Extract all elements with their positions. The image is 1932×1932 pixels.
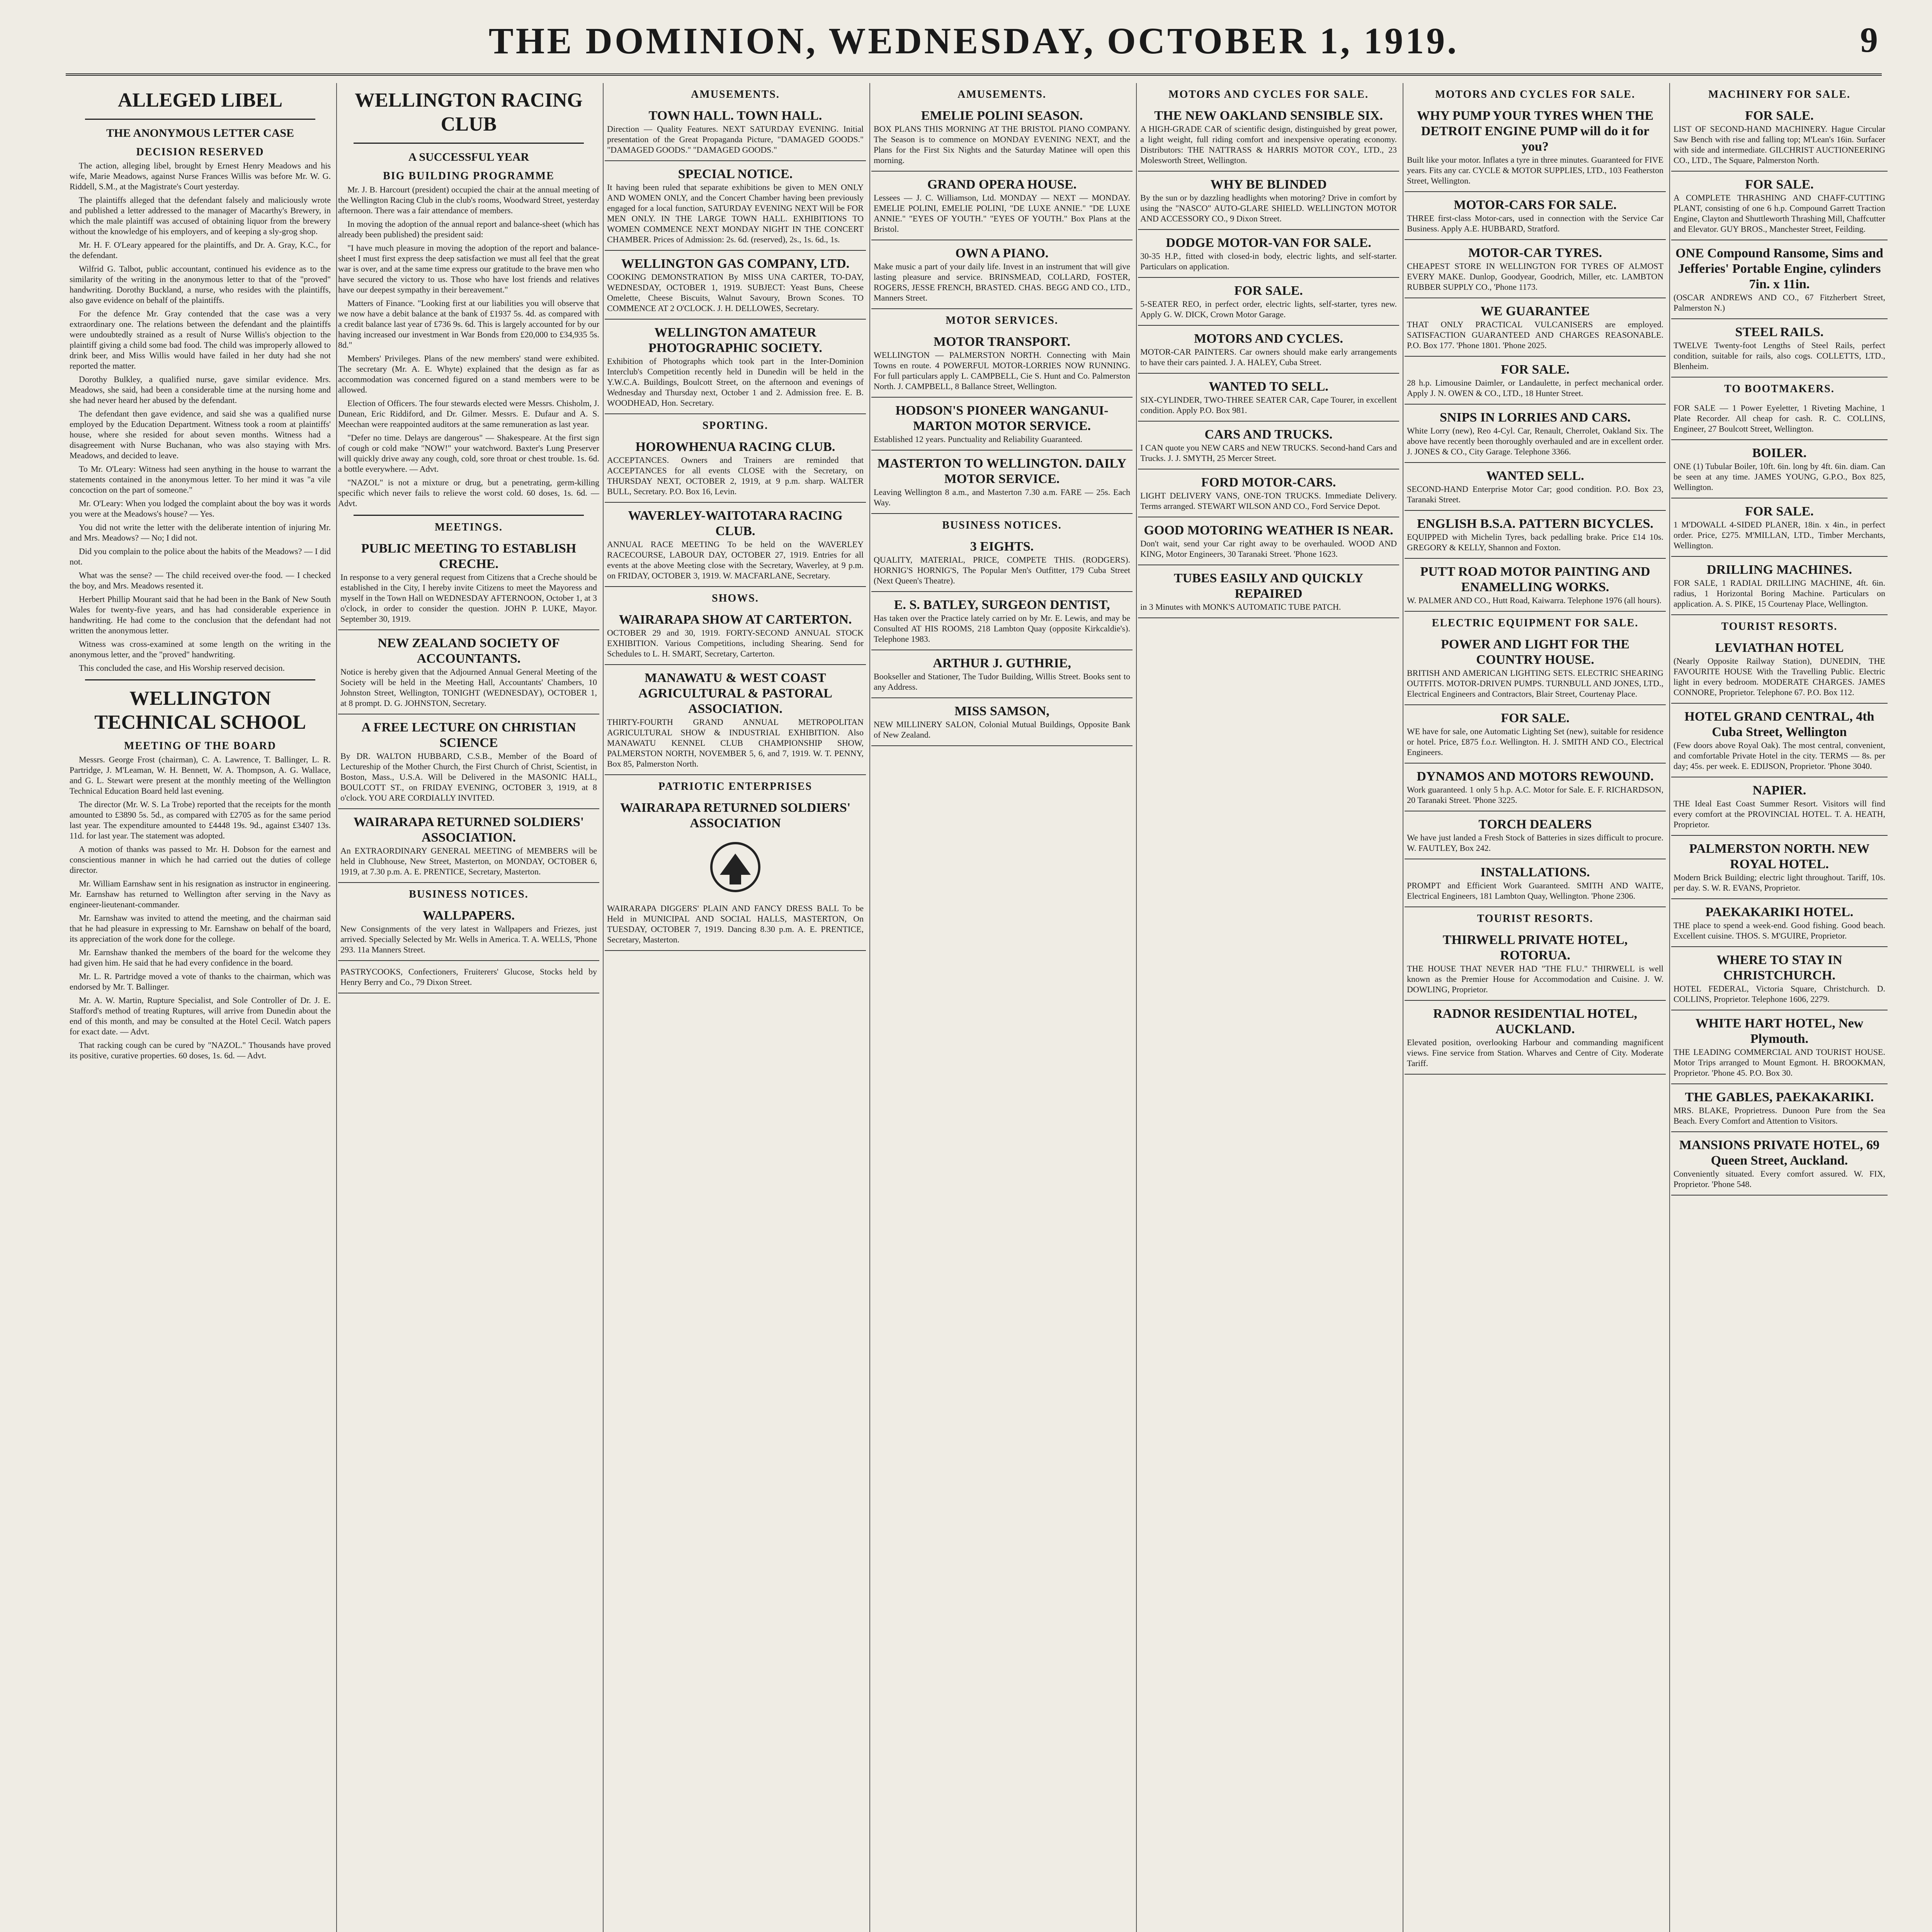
article-paragraph: This concluded the case, and His Worship reserved decision. [79, 663, 285, 673]
ad-title: E. S. BATLEY, SURGEON DENTIST, [894, 598, 1110, 612]
ad-title: WANTED TO SELL. [1209, 379, 1328, 394]
ad-title: WHITE HART HOTEL, New Plymouth. [1695, 1016, 1864, 1046]
bootmakers-head: TO BOOTMAKERS. [1724, 383, 1835, 395]
ad-title: EMELIE POLINI SEASON. [921, 109, 1083, 123]
page-number: 9 [1860, 20, 1878, 60]
diggers-emblem-icon [693, 838, 778, 896]
ad-body: SECOND-HAND Enterprise Motor Car; good condition. P.O. Box 23, Taranaki Street. [1407, 484, 1663, 504]
article-paragraph: You did not write the letter with the deliberate intention of injuring Mr. and Mrs. Meadows? — No; I did not. [70, 522, 331, 543]
bootmakers-ad [1671, 397, 1888, 440]
patriotic-head: PATRIOTIC ENTERPRISES [658, 781, 813, 793]
ad-title: THIRWELL PRIVATE HOTEL, ROTORUA. [1442, 933, 1628, 963]
ad-title: BOILER. [1752, 446, 1807, 460]
ad-body: MRS. BLAKE, Proprietress. Dunoon Pure from the Sea Beach. Every Comfort and Attention to Visitors. [1673, 1105, 1885, 1126]
article-paragraph: Election of Officers. The four stewards elected were Messrs. Chisholm, J. Dunean, Eric Riddiford, and Dr. Gilmer. Messrs. E. Dufaur and A. S. Meechan were reappointed auditors at the same remuneration as last year. [338, 398, 599, 429]
classified-ad [1671, 836, 1888, 899]
ad-body: I CAN quote you NEW CARS and NEW TRUCKS. Second-hand Cars and Trucks. J. J. SMYTH, 25 Mercer Street. [1140, 443, 1397, 463]
ad-title: FOR SALE. [1501, 362, 1570, 377]
ad-body: LIGHT DELIVERY VANS, ONE-TON TRUCKS. Immediate Delivery. Terms arranged. STEWART WILSON AND CO., Ford Service Depot. [1140, 491, 1397, 511]
ad-body: Built like your motor. Inflates a tyre in three minutes. Guaranteed for FIVE years. Fits any car. CYCLE & MOTOR SUPPLIES, LTD., 103 Featherston Street, Wellington. [1407, 155, 1663, 185]
section-head: BIG BUILDING PROGRAMME [383, 170, 554, 182]
article-paragraph: The director (Mr. W. S. La Trobe) reported that the receipts for the month amounted to £3890 5s. 5d., as compared with £2705 as for the same period last year. The expenditure amounted to £4448 19s. 9d., against £3407 13s. 11d. for last year. The statement was adopted. [70, 799, 331, 840]
ad-body: In response to a very general request from Citizens that a Creche should be established in the City, I hereby invite Citizens to meet the Mayoress and myself in the Town Hall on WEDNESDAY AFTERNOON, October 1, at 3 o'clock, in order to consider the question. JOHN P. LUKE, Mayor. September 30, 1919. [340, 572, 597, 624]
ad-body: Leaving Wellington 8 a.m., and Masterton 7.30 a.m. FARE — 25s. Each Way. [874, 487, 1130, 507]
article-paragraph: Members' Privileges. Plans of the new members' stand were exhibited. The secretary (Mr. A. E. Whyte) explained that the design as far as accommodation was concerned figured on a stand members were to be allowed. [338, 354, 599, 395]
ad-body: Has taken over the Practice lately carried on by Mr. E. Lewis, and may be Consulted AT HIS ROOMS, 218 Lambton Quay (opposite Kirkcaldie's). Telephone 1983. [874, 613, 1130, 644]
classified-ad [1405, 927, 1666, 1001]
ad-title: HOROWHENUA RACING CLUB. [635, 440, 835, 454]
ad-body: Modern Brick Building; electric light throughout. Tariff, 10s. per day. S. W. R. EVANS, Proprietor. [1673, 872, 1885, 893]
classified-ad [1405, 705, 1666, 764]
classified-ad [1405, 511, 1666, 559]
article-paragraph: "I have much pleasure in moving the adoption of the report and balance-sheet I must first express the deep satisfaction we must all feel that the great war is over, and at the same time express our gratitude to the brave men who have secured the victory to us. Those who have lost friends and relatives have our deepest sympathy in their bereavement." [338, 243, 599, 294]
classified-ad [1138, 326, 1399, 374]
ad-title: HODSON'S PIONEER WANGANUI-MARTON MOTOR SERVICE. [895, 403, 1109, 433]
divider [85, 679, 315, 680]
classified-ad [871, 103, 1133, 172]
ad-title: MOTORS AND CYCLES. [1194, 332, 1343, 346]
classified-ad [338, 809, 599, 883]
drilling-ad [1671, 557, 1888, 615]
classified-ad [871, 172, 1133, 240]
ad-body: THREE first-class Motor-cars, used in connection with the Service Car Business. Apply A.E. HUBBARD, Stratford. [1407, 213, 1663, 233]
classified-ad [605, 434, 866, 503]
ad-body: Established 12 years. Punctuality and Reliability Guaranteed. [874, 434, 1083, 444]
ad-body: OCTOBER 29 and 30, 1919. FORTY-SECOND ANNUAL STOCK EXHIBITION. Various Competitions, including Shearing. Send for Schedules to L. H. SMART, Secretary, Carterton. [607, 628, 864, 658]
column-3 [605, 83, 866, 1932]
ad-title: A FREE LECTURE ON CHRISTIAN SCIENCE [361, 720, 576, 750]
classified-ad [1405, 240, 1666, 298]
tourist-head: TOURIST RESORTS. [1477, 913, 1594, 925]
ad-title: DODGE MOTOR-VAN FOR SALE. [1166, 236, 1371, 250]
ad-title: RADNOR RESIDENTIAL HOTEL, AUCKLAND. [1433, 1007, 1638, 1036]
tourist-ads [1405, 927, 1666, 1075]
ad-body: PASTRYCOOKS, Confectioners, Fruiterers' Glucose, Stocks held by Henry Berry and Co., 79 Dixon Street. [340, 967, 597, 987]
classified-ad [1671, 172, 1888, 240]
ad-body: A COMPLETE THRASHING AND CHAFF-CUTTING PLANT, consisting of one 6 h.p. Compound Garrett Traction Engine, Clayton and Shuttleworth Thrashing Mill, Chaffcutter and Elevator. GUY BROS., Manchester Street, Feilding. [1673, 193, 1885, 234]
amusements-head: AMUSEMENTS. [691, 88, 780, 100]
classified-ad [1138, 422, 1399, 469]
ad-body: WE have for sale, one Automatic Lighting Set (new), suitable for residence or hotel. Price, £875 f.o.r. Wellington. H. J. SMITH AND CO., Electrical Engineers. [1407, 726, 1663, 757]
shows-head: SHOWS. [712, 592, 759, 604]
motors-head: MOTORS AND CYCLES FOR SALE. [1435, 88, 1635, 100]
column-rule [1136, 83, 1137, 1932]
ad-title: WAIRARAPA RETURNED SOLDIERS' ASSOCIATION [620, 801, 851, 830]
article-paragraph: Mr. J. B. Harcourt (president) occupied the chair at the annual meeting of the Wellington Racing Club in the club's rooms, Woodward Street, yesterday afternoon. There was a fair attendance of members. [338, 185, 599, 215]
ad-body: PROMPT and Efficient Work Guaranteed. SMITH AND WAITE, Electrical Engineers, 181 Lambton Quay, Wellington. 'Phone 2306. [1407, 881, 1663, 901]
article-paragraph: Mr. H. F. O'Leary appeared for the plaintiffs, and Dr. A. Gray, K.C., for the defendant. [70, 240, 331, 260]
ad-body: A HIGH-GRADE CAR of scientific design, distinguished by great power, a light weight, full riding comfort and inexpensive operating economy. Distributors: THE NATTRASS & HARRIS MOTOR COY., LTD., 23 Molesworth Street, Wellington. [1140, 124, 1397, 165]
motor-services-head: MOTOR SERVICES. [946, 315, 1058, 327]
ad-title: LEVIATHAN HOTEL [1715, 641, 1844, 655]
article-paragraph: Mr. O'Leary: When you lodged the complaint about the boy was it words you were at the Meadows's house? — Yes. [70, 498, 331, 519]
column-rule [1669, 83, 1670, 1932]
classified-ad [1405, 103, 1666, 192]
ad-body: (OSCAR ANDREWS AND CO., 67 Fitzherbert Street, Palmerston N.) [1673, 293, 1885, 313]
machinery-ads [1671, 103, 1888, 378]
ad-body: THE HOUSE THAT NEVER HAD "THE FLU." THIRWELL is well known as the Premier House for Accommodation and Cuisine. J. W. DOWLING, Proprietor. [1407, 964, 1663, 994]
ad-title: WAVERLEY-WAITOTARA RACING CLUB. [628, 509, 843, 538]
classified-ad [338, 536, 599, 630]
classified-ad [1671, 947, 1888, 1010]
article-paragraph: Did you complain to the police about the habits of the Meadows? — I did not. [70, 546, 331, 566]
ad-title: NAPIER. [1752, 783, 1806, 798]
classified-ad [1405, 298, 1666, 357]
ad-body: WELLINGTON — PALMERSTON NORTH. Connecting with Main Towns en route. 4 POWERFUL MOTOR-LORRIES NOW RUNNING. For full particulars apply L. CAMPBELL, Cie S. Hunt and Co. Palmerston North. J. CAMPBELL, 8 Ballance Street, Wellington. [874, 350, 1130, 391]
column-1 [70, 83, 331, 1932]
classified-ad [1405, 559, 1666, 612]
amusements-head: AMUSEMENTS. [957, 88, 1046, 100]
classified-ad [871, 650, 1133, 698]
ad-body: in 3 Minutes with MONK'S AUTOMATIC TUBE PATCH. [1140, 602, 1341, 612]
ad-body: FOR SALE, 1 RADIAL DRILLING MACHINE, 4ft. 6in. radius, 1 Horizontal Boring Machine. Particulars on application. A. S. PIKE, 15 Courtenay Place, Wellington. [1673, 578, 1885, 609]
ad-title: FOR SALE. [1745, 504, 1814, 519]
ad-body: WAIRARAPA DIGGERS' PLAIN AND FANCY DRESS BALL To be Held in MUNICIPAL AND SOCIAL HALLS, MASTERTON, On TUESDAY, OCTOBER 7, 1919. Dancing 8.30 p.m. A. E. PRENTICE, Secretary, Masterton. [607, 903, 864, 944]
classified-ad [1671, 1084, 1888, 1132]
business-notices-head: BUSINESS NOTICES. [409, 888, 529, 900]
ad-title: WE GUARANTEE [1480, 304, 1590, 318]
ad-body: By the sun or by dazzling headlights when motoring? Drive in comfort by using the "NASCO" AUTO-GLARE SHIELD. WELLINGTON MOTOR AND ACCESSORY CO., 9 Dixon Street. [1140, 193, 1397, 223]
classified-ad [1671, 704, 1888, 777]
ad-body: 1 M'DOWALL 4-SIDED PLANER, 18in. x 4in., in perfect order. Price, £275. M'MILLAN, LTD., Timber Merchants, Wellington. [1673, 520, 1885, 550]
article-paragraph: Mr. William Earnshaw sent in his resignation as instructor in engineering. Mr. Earnshaw has returned to Wellington after serving in the Navy as engineer-lieutenant-commander. [70, 879, 331, 909]
meetings-head: MEETINGS. [435, 521, 503, 533]
subheadline: A SUCCESSFUL YEAR [408, 151, 529, 163]
business-ads [871, 534, 1133, 746]
ad-body: ANNUAL RACE MEETING To be held on the WAVERLEY RACECOURSE, LABOUR DAY, OCTOBER 27, 1919. Entries for all events at the above Meeting close with the Secretary, Waverley, at 9 p.m. on FRIDAY, OCTOBER 3, 1919. W. MACFARLANE, Secretary. [607, 539, 864, 580]
ad-body: Elevated position, overlooking Harbour and commanding magnificent views. Fine service from Station. Wharves and Centre of City. Moderate Tariff. [1407, 1037, 1663, 1068]
classified-ad [1671, 319, 1888, 378]
classified-ad [871, 451, 1133, 514]
headline-alleged-libel: ALLEGED LIBEL [117, 89, 283, 111]
classified-ad [605, 607, 866, 665]
ad-body: We have just landed a Fresh Stock of Batteries in sizes difficult to procure. W. FAUTLEY, Box 242. [1407, 833, 1663, 853]
ad-body: THE Ideal East Coast Summer Resort. Visitors will find every comfort at the PROVINCIAL HOTEL. T. A. HEATH, Proprietor. [1673, 799, 1885, 829]
ad-title: ARTHUR J. GUTHRIE, [933, 656, 1071, 670]
ad-body: (Few doors above Royal Oak). The most central, convenient, and comfortable Private Hotel in the city. TERMS — 8s. per day; 45s. per week. E. EDIJSON, Proprietor. 'Phone 3040. [1673, 740, 1885, 771]
article-body [338, 184, 599, 509]
article-paragraph: "NAZOL" is not a mixture or drug, but a penetrating, germ-killing specific which never fails to relieve the worst cold. 60 doses, 1s. 6d. — Advt. [338, 478, 599, 508]
ad-body: 28 h.p. Limousine Daimler, or Landaulette, in perfect mechanical order. Apply J. N. OWEN & CO., LTD., 18 Hunter Street. [1407, 378, 1663, 398]
ad-body: SIX-CYLINDER, TWO-THREE SEATER CAR, Cape Tourer, in excellent condition. Apply P.O. Box 981. [1140, 395, 1397, 415]
ad-title: STEEL RAILS. [1735, 325, 1824, 339]
classified-ad [1671, 899, 1888, 947]
headline-technical-school: WELLINGTON TECHNICAL SCHOOL [94, 687, 306, 733]
article-paragraph: Wilfrid G. Talbot, public accountant, continued his evidence as to the similarity of the writing in the anonymous letter to that of the "proved" handwriting. Dorothy Buckland, a nurse, who resides with the plaintiffs, also gave evidence on behalf of the plaintiffs. [70, 264, 331, 305]
ad-body: An EXTRAORDINARY GENERAL MEETING of MEMBERS will be held in Clubhouse, New Street, Masterton, on MONDAY, OCTOBER 6, 1919, at 7.30 p.m. A. E. PRENTICE, Secretary, Masterton. [340, 846, 597, 876]
ad-title: CARS AND TRUCKS. [1204, 427, 1333, 442]
ad-title: ONE Compound Ransome, Sims and Jefferies' Portable Engine, cylinders 7in. x 11in. [1675, 246, 1883, 291]
classified-ad [605, 251, 866, 320]
classified-ad [1405, 859, 1666, 907]
classified-ad [338, 630, 599, 714]
ad-body: Bookseller and Stationer, The Tudor Building, Willis Street. Books sent to any Address. [874, 672, 1130, 692]
business-notices-head: BUSINESS NOTICES. [942, 519, 1062, 531]
boiler-ad [1671, 440, 1888, 498]
classified-ad [1405, 811, 1666, 859]
motor-ads [1405, 103, 1666, 612]
article-paragraph: The action, alleging libel, brought by Ernest Henry Meadows and his wife, Marie Meadows, against Nurse Frances Willis was before Mr. W. G. Riddell, S.M., at the Magistrate's Court yesterday. [70, 161, 331, 191]
ad-title: WELLINGTON AMATEUR PHOTOGRAPHIC SOCIETY. [648, 325, 822, 355]
ad-title: GOOD MOTORING WEATHER IS NEAR. [1144, 523, 1393, 537]
article-paragraph: Mr. Earnshaw thanked the members of the board for the welcome they had given him. He said that he had every confidence in the board. [70, 947, 331, 968]
ad-title: WELLINGTON GAS COMPANY, LTD. [621, 257, 850, 271]
ad-title: WAIRARAPA RETURNED SOLDIERS' ASSOCIATION. [353, 815, 584, 845]
ad-title: FOR SALE. [1234, 284, 1303, 298]
ad-body: Work guaranteed. 1 only 5 h.p. A.C. Motor for Sale. E. F. RICHARDSON, 20 Taranaki Street. 'Phone 3225. [1407, 785, 1663, 805]
ad-body: HOTEL FEDERAL, Victoria Square, Christchurch. D. COLLINS, Proprietor. Telephone 1606, 2279. [1673, 984, 1885, 1004]
motor-ads [1138, 103, 1399, 618]
ad-title: FOR SALE. [1501, 711, 1570, 725]
ad-body: NEW MILLINERY SALON, Colonial Mutual Buildings, Opposite Bank of New Zealand. [874, 719, 1130, 740]
classified-ad [1405, 463, 1666, 511]
article-paragraph: The defendant then gave evidence, and said she was a qualified nurse employed by the Education Department. Witness took a room at plaintiffs' house, where she resided for about seven months. Witness had a disagreement with Nurse Buchanan, who was also staying with Mrs. Meadows, and decided to leave. [70, 409, 331, 460]
ad-title: WAIRARAPA SHOW AT CARTERTON. [619, 612, 852, 627]
section-head: DECISION RESERVED [136, 146, 264, 158]
classified-ad [1405, 357, 1666, 405]
ad-title: WHY PUMP YOUR TYRES WHEN THE DETROIT ENGINE PUMP will do it for you? [1417, 109, 1654, 154]
ad-title: SPECIAL NOTICE. [678, 167, 793, 181]
masthead-title: THE DOMINION, WEDNESDAY, OCTOBER 1, 1919. [488, 20, 1459, 61]
ad-body: EQUIPPED with Michelin Tyres, back pedalling brake. Price £14 10s. GREGORY & KELLY, Shannon and Foxton. [1407, 532, 1663, 552]
ad-title: FOR SALE. [1745, 177, 1814, 192]
ad-body: THAT ONLY PRACTICAL VULCANISERS are employed. SATISFACTION GUARANTEED AND CHARGES REASONABLE. P.O. Box 177. 'Phone 1801. 'Phone 2025. [1407, 320, 1663, 350]
ad-body: Direction — Quality Features. NEXT SATURDAY EVENING. Initial presentation of the Great Propaganda Picture, "DAMAGED GOODS." "DAMAGED GOODS." "DAMAGED GOODS." [607, 124, 864, 155]
classified-ad [1138, 374, 1399, 422]
column-rule [603, 83, 604, 1932]
wallpaper-ad [338, 903, 599, 961]
classified-ad [605, 161, 866, 251]
ad-title: PALMERSTON NORTH. NEW ROYAL HOTEL. [1689, 842, 1870, 871]
patriotic-ad [605, 795, 866, 951]
column-rule [869, 83, 870, 1932]
article-paragraph: Mr. A. W. Martin, Rupture Specialist, and Sole Controller of Dr. J. E. Stafford's method of treating Ruptures, will arrive from Dunedin about the end of this month, and may be consulted at the Hotel Cecil. Watch papers for exact date. — Advt. [70, 995, 331, 1036]
article-paragraph: For the defence Mr. Gray contended that the case was a very extraordinary one. The relations between the defendant and the plaintiffs were undoubtedly strained as a result of Nurse Willis's objection to the plaintiff giving a child some bad food. The child was improperly allowed to drink beer, and Miss Willis would have failed in her duty had she not reported the matter. [70, 309, 331, 371]
ad-body: It having been ruled that separate exhibitions be given to MEN ONLY AND WOMEN ONLY, and the Concert Chamber having been previously engaged for a local function, SATURDAY EVENING NEXT Will be FOR MEN ONLY. IN THE LARGE TOWN HALL. EXHIBITIONS TO WOMEN COMMENCE NEXT MONDAY NIGHT IN THE CONCERT CHAMBER. Prices of Admission: 2s. 6d. (reserved), 2s., 1s. 6d., 1s. [607, 182, 864, 244]
column-rule [336, 83, 337, 1932]
ad-title: WANTED SELL. [1486, 469, 1584, 483]
column-2 [338, 83, 599, 1932]
ad-title: MOTOR TRANSPORT. [934, 335, 1070, 349]
classified-ad [605, 103, 866, 161]
divider [354, 515, 584, 516]
ad-body: By DR. WALTON HUBBARD, C.S.B., Member of the Board of Lectureship of the Mother Church, the First Church of Christ, Scientist, in Boston, Mass., U.S.A. Will be Delivered in the MASONIC HALL, BOULCOTT ST., on FRIDAY EVENING, OCTOBER 3, 1919, at 8 o'clock. YOU ARE CORDIALLY INVITED. [340, 751, 597, 803]
classified-ad [1138, 103, 1399, 172]
ad-title: INSTALLATIONS. [1480, 865, 1590, 879]
ad-title: MASTERTON TO WELLINGTON. DAILY MOTOR SERVICE. [877, 456, 1127, 486]
sporting-ads [605, 434, 866, 587]
article-paragraph: What was the sense? — The child received over-the food. — I checked the boy, and Mrs. Meadows resented it. [70, 570, 331, 590]
ad-body: LIST OF SECOND-HAND MACHINERY. Hague Circular Saw Bench with rise and falling top; M'Lean's 16in. Surfacer with side and intermediate. GILCHRIST AUCTIONEERING CO., LTD., The Square, Palmerston North. [1673, 124, 1885, 165]
classified-ad [1671, 1010, 1888, 1084]
classified-ad [871, 240, 1133, 309]
classified-ad [605, 665, 866, 775]
hotel-ads [1671, 635, 1888, 1196]
ad-body: Exhibition of Photographs which took part in the Inter-Dominion Interclub's Competition recently held in Dunedin will be held in the Y.W.C.A. Buildings, Boulcott Street, on the afternoon and evenings of Wednesday and Thursday next, October 1 and 2. Admission free. E. B. WOODHEAD, Hon. Secretary. [607, 356, 864, 408]
ad-body: 30-35 H.P., fitted with closed-in body, electric lights, and self-starter. Particulars on application. [1140, 251, 1397, 271]
divider [354, 143, 584, 144]
article-paragraph: Matters of Finance. "Looking first at our liabilities you will observe that we now have a debit balance at the bank of £1937 5s. 4d. as compared with a credit balance last year of £736 9s. 6d. This is largely accounted for by our having increased our investment in War Bonds from £20,000 to £34,935 5s. 8d." [338, 298, 599, 350]
ad-body: ONE (1) Tubular Boiler, 10ft. 6in. long by 4ft. 6in. diam. Can be seen at any time. JAMES YOUNG, G.P.O., Box 825, Wellington. [1673, 461, 1885, 492]
article-paragraph: To Mr. O'Leary: Witness had seen anything in the house to warrant the statements contained in the anonymous letter. To her mind it was "a vile concoction on the part of someone." [70, 464, 331, 495]
ad-title: FOR SALE. [1745, 109, 1814, 123]
ad-title: WALLPAPERS. [422, 908, 515, 923]
classified-ad [1138, 172, 1399, 230]
classified-ad [871, 698, 1133, 746]
ad-title: POWER AND LIGHT FOR THE COUNTRY HOUSE. [1440, 637, 1630, 667]
machinery-head: MACHINERY FOR SALE. [1708, 88, 1851, 100]
ad-title: FORD MOTOR-CARS. [1201, 475, 1336, 490]
motor-service-ads [871, 329, 1133, 514]
classified-ad [1671, 1132, 1888, 1196]
article-body [70, 160, 331, 673]
ad-title: OWN A PIANO. [955, 246, 1049, 260]
ad-body: W. PALMER AND CO., Hutt Road, Kaiwarra. Telephone 1976 (all hours). [1407, 595, 1662, 605]
classified-ad [1671, 240, 1888, 319]
article-paragraph: A motion of thanks was passed to Mr. H. Dobson for the earnest and conscientious manner in which he had carried out the duties of college director. [70, 844, 331, 875]
ad-body: TWELVE Twenty-foot Lengths of Steel Rails, perfect condition, suitable for rails, also cogs. COLLETTS, LTD., Blenheim. [1673, 340, 1885, 371]
ad-title: MANSIONS PRIVATE HOTEL, 69 Queen Street, Auckland. [1679, 1138, 1880, 1168]
headline-racing-club: WELLINGTON RACING CLUB [355, 89, 583, 135]
ad-body: Conveniently situated. Every comfort assured. W. FIX, Proprietor. 'Phone 548. [1673, 1169, 1885, 1189]
pastrycooks-ad [338, 961, 599, 993]
ad-title: THE NEW OAKLAND SENSIBLE SIX. [1154, 109, 1383, 123]
ad-title: MISS SAMSON, [954, 704, 1049, 718]
classified-ad [871, 329, 1133, 398]
ad-body: 5-SEATER REO, in perfect order, electric lights, self-starter, tyres new. Apply G. W. DICK, Crown Motor Garage. [1140, 299, 1397, 319]
ad-title: SNIPS IN LORRIES AND CARS. [1439, 410, 1631, 425]
column-5 [1138, 83, 1399, 1932]
classified-ad [1405, 192, 1666, 240]
article-paragraph: In moving the adoption of the annual report and balance-sheet (which has already been published) the president said: [338, 219, 599, 239]
show-ads [605, 607, 866, 775]
ad-title: DYNAMOS AND MOTORS REWOUND. [1417, 769, 1654, 784]
classified-ad [1405, 764, 1666, 811]
ad-body: Don't wait, send your Car right away to be overhauled. WOOD AND KING, Motor Engineers, 30 Taranaki Street. 'Phone 1623. [1140, 539, 1397, 559]
ad-title: DRILLING MACHINES. [1707, 563, 1852, 577]
ad-body: FOR SALE — 1 Power Eyeletter, 1 Riveting Machine, 1 Plate Recorder. All cheap for cash. R. C. COLLINS, Engineer, 27 Boulcott Street, Wellington. [1673, 403, 1885, 434]
electric-ads [1405, 631, 1666, 907]
ad-body: White Lorry (new), Reo 4-Cyl. Car, Renault, Cherrolet, Oakland Six. The above have recently been thoroughly overhauled and are in excellent order. J. JONES & CO., City Garage. Telephone 3366. [1407, 426, 1663, 456]
ad-body: QUALITY, MATERIAL, PRICE, COMPETE THIS. (RODGERS). HORNIG'S HORNIG'S, The Popular Men's Outfitter, 179 Cuba Street (Next Queen's Theatre). [874, 555, 1130, 585]
ad-title: WHY BE BLINDED [1210, 177, 1327, 192]
ad-body: New Consignments of the very latest in Wallpapers and Friezes, just arrived. Specially Selected by Mr. Wells in America. T. A. WELLS, 'Phone 293. 11a Manners Street. [340, 924, 597, 954]
classified-ad [1138, 469, 1399, 517]
ad-body: Notice is hereby given that the Adjourned Annual General Meeting of the Society will be held in the Meeting Hall, Accountants' Chambers, 10 Johnston Street, Wellington, TONIGHT (WEDNESDAY), OCTOBER 1, at 8 prompt. D. G. JOHNSTON, Secretary. [340, 667, 597, 708]
ad-title: THE GABLES, PAEKAKARIKI. [1685, 1090, 1874, 1104]
classified-ad [605, 320, 866, 414]
ad-title: PUBLIC MEETING TO ESTABLISH CRECHE. [361, 541, 577, 571]
classified-ad [605, 503, 866, 587]
classified-ad [871, 592, 1133, 650]
article-body [70, 754, 331, 1061]
ad-title: GRAND OPERA HOUSE. [927, 177, 1077, 192]
ad-title: TOWN HALL. TOWN HALL. [648, 109, 822, 123]
ad-body: COOKING DEMONSTRATION By MISS UNA CARTER, TO-DAY, WEDNESDAY, OCTOBER 1, 1919. SUBJECT: Yeast Buns, Cheese Omelette, Cheese Biscuits, Walnut Savoury, Brown Scones. TO COMMENCE AT 2 O'CLOCK. J. H. DELLOWES, Secretary. [607, 272, 864, 313]
classified-ad [1405, 405, 1666, 463]
ad-title: MOTOR-CARS FOR SALE. [1454, 198, 1617, 212]
ad-body: THE place to spend a week-end. Good fishing. Good beach. Excellent cuisine. THOS. S. M'GUIRE, Proprietor. [1673, 920, 1885, 940]
ad-body: THIRTY-FOURTH GRAND ANNUAL METROPOLITAN AGRICULTURAL SHOW & INDUSTRIAL EXHIBITION. Also MANAWATU KENNEL CLUB CHAMPIONSHIP SHOW, PALMERSTON NORTH, NOVEMBER 5, 6, and 7, 1919. W. T. PENNY, Box 85, Palmerston North. [607, 717, 864, 769]
section-head: MEETING OF THE BOARD [124, 740, 276, 752]
divider [85, 119, 315, 120]
ad-body: MOTOR-CAR PAINTERS. Car owners should make early arrangements to have their cars painted. J. A. HALEY, Cuba Street. [1140, 347, 1397, 367]
classified-ad [1138, 517, 1399, 565]
classified-ad [1671, 103, 1888, 172]
ad-title: 3 EIGHTS. [970, 539, 1034, 554]
article-paragraph: Messrs. George Frost (chairman), C. A. Lawrence, T. Ballinger, L. R. Partridge, J. M'Leaman, W. H. Bennett, W. A. Thompson, A. G. Wallace, and G. L. Stewart were present at the monthly meeting of the Wellington Technical Education Board held last evening. [70, 755, 331, 796]
ad-title: PAEKAKARIKI HOTEL. [1705, 905, 1854, 919]
classified-ad [871, 534, 1133, 592]
ad-body: CHEAPEST STORE IN WELLINGTON FOR TYRES OF ALMOST EVERY MAKE. Dunlop, Goodyear, Goodrich, Miller, etc. LAMBTON RUBBER SUPPLY CO., 'Phone 1173. [1407, 261, 1663, 292]
ad-body: (Nearly Opposite Railway Station), DUNEDIN, THE FAVOURITE HOUSE With the Travelling Public. Electric light in every bedroom. MODERATE CHARGES. JAMES CONNORE, Proprietor. Telephone 67. P.O. Box 112. [1673, 656, 1885, 697]
column-4 [871, 83, 1133, 1932]
column-6 [1405, 83, 1666, 1932]
article-paragraph: The plaintiffs alleged that the defendant falsely and maliciously wrote and published a letter addressed to the manager of Macarthy's Brewery, in which the male plaintiff was accused of obtaining liquor from the brewery without the knowledge of his employers, and of keeping a sly-grog shop. [70, 195, 331, 236]
tourist-head: TOURIST RESORTS. [1721, 621, 1838, 633]
ad-title: ENGLISH B.S.A. PATTERN BICYCLES. [1417, 517, 1653, 531]
article-paragraph: Witness was cross-examined at some length on the writing in the anonymous letter, and the "proved" handwriting. [70, 639, 331, 659]
electric-head: ELECTRIC EQUIPMENT FOR SALE. [1432, 617, 1639, 629]
ad-body: ACCEPTANCES. Owners and Trainers are reminded that ACCEPTANCES for all events CLOSE with the Secretary, on THURSDAY NEXT, OCTOBER 2, 1919, at 9 p.m. sharp. WALTER BULL, Secretary. P.O. Box 16, Levin. [607, 455, 864, 496]
article-paragraph: Mr. Earnshaw was invited to attend the meeting, and the chairman said that he had pleasure in expressing to Mr. Earnshaw on behalf of the board, its appreciation of the work done for the college. [70, 913, 331, 944]
column-7 [1671, 83, 1888, 1932]
article-paragraph: Mr. L. R. Partridge moved a vote of thanks to the chairman, which was endorsed by Mr. T. Ballinger. [70, 971, 331, 992]
classified-ad [1671, 635, 1888, 704]
ad-title: PUTT ROAD MOTOR PAINTING AND ENAMELLING WORKS. [1420, 565, 1650, 594]
article-paragraph: Herbert Phillip Mourant said that he had been in the Bank of New South Wales for twenty-five years, and has had considerable experience in handwriting. He had come to the conclusion that the defendant had not written the anonymous letter. [70, 594, 331, 635]
classified-ad [1405, 1001, 1666, 1075]
meeting-ads [338, 536, 599, 883]
subheadline: THE ANONYMOUS LETTER CASE [106, 127, 294, 139]
classified-ad [1671, 777, 1888, 836]
ad-body: BRITISH AND AMERICAN LIGHTING SETS. ELECTRIC SHEARING OUTFITS. MOTOR-DRIVEN PUMPS. TURNBULL AND JONES, LTD., Electrical Engineers and Contractors, Blair Street, Courtenay Place. [1407, 668, 1663, 699]
article-paragraph: Dorothy Bulkley, a qualified nurse, gave similar evidence. Mrs. Meadows, she said, had been a considerable time at the nursing home and she had never heard her abused by the defendant. [70, 374, 331, 405]
classified-ad [1138, 278, 1399, 326]
ad-title: HOTEL GRAND CENTRAL, 4th Cuba Street, Wellington [1684, 709, 1874, 739]
planer-ad [1671, 498, 1888, 557]
ad-title: TORCH DEALERS [1478, 817, 1592, 832]
amusement-ads [605, 103, 866, 414]
classified-ad [871, 398, 1133, 451]
ad-title: MANAWATU & WEST COAST AGRICULTURAL & PASTORAL ASSOCIATION. [638, 671, 832, 716]
ad-title: WHERE TO STAY IN CHRISTCHURCH. [1716, 953, 1842, 983]
ad-body: THE LEADING COMMERCIAL AND TOURIST HOUSE. Motor Trips arranged to Mount Egmont. H. BROOKMAN, Proprietor. 'Phone 45. P.O. Box 30. [1673, 1047, 1885, 1078]
ad-title: NEW ZEALAND SOCIETY OF ACCOUNTANTS. [378, 636, 560, 666]
article-paragraph: "Defer no time. Delays are dangerous" — Shakespeare. At the first sign of cough or cold make "NOW!" your watchword. Baxter's Lung Preserver will quickly drive away any cough, cold, sore throat or chest trouble. 1s. 6d. a bottle everywhere. — Advt. [338, 433, 599, 474]
amusement-ads [871, 103, 1133, 309]
classified-ad [338, 714, 599, 809]
ad-body: Lessees — J. C. Williamson, Ltd. MONDAY — NEXT — MONDAY. EMELIE POLINI, EMELIE POLINI, "DE LUXE ANNIE." "DE LUXE ANNIE." "EYES OF YOUTH." "EYES OF YOUTH." Box Plans at the Bristol. [874, 193, 1130, 234]
motors-head: MOTORS AND CYCLES FOR SALE. [1168, 88, 1369, 100]
classified-ad [1405, 631, 1666, 705]
classified-ad [1138, 565, 1399, 618]
ad-body: BOX PLANS THIS MORNING AT THE BRISTOL PIANO COMPANY. The Season is to commence on MONDAY EVENING NEXT, and the Plans for the First Six Nights and the Saturday Matinee will open this morning. [874, 124, 1130, 165]
sporting-head: SPORTING. [702, 420, 769, 432]
ad-body: Make music a part of your daily life. Invest in an instrument that will give lasting pleasure and service. BRINSMEAD, COLLARD, FOSTER, ROGERS, JESSE FRENCH, BRASTED. CHAS. BEGG AND CO., LTD., Manners Street. [874, 262, 1130, 303]
ad-title: MOTOR-CAR TYRES. [1468, 246, 1602, 260]
masthead [66, 15, 1882, 76]
classified-ad [1138, 230, 1399, 278]
ad-title: TUBES EASILY AND QUICKLY REPAIRED [1173, 571, 1364, 601]
article-paragraph: That racking cough can be cured by "NAZOL." Thousands have proved its positive, curative properties. 60 doses, 1s. 6d. — Advt. [70, 1040, 331, 1060]
